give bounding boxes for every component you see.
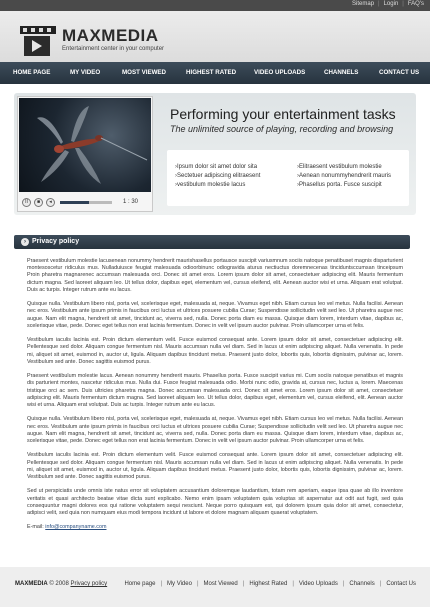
separator: | bbox=[196, 581, 199, 587]
feature-item[interactable]: › Phasellus porta. Fusce suscipit bbox=[297, 182, 391, 188]
feature-list-right bbox=[297, 164, 391, 191]
paragraph: Praesent vestibulum molestie lacus. Aenean nonummy hendrerit mauris. Phasellus porta. Fusce suscipit varius mi. Cum sociis natoque penatibus et magnis dis parturient montes, nascetur ridiculus mus. Nulla dui. Fusce feugiat malesuada odio. Morbi nunc odio, gravida at, cursus nec, luctus a, lorem. Maecenas tristique orci ac sem. Duis ultricies pharetra magna. Donec accumsan malesuada orci. Donec sit amet eros. Lorem ipsum dolor sit amet, consectetuer adipiscing elit. Mauris fermentum dictum magna. Sed laoreet aliquam leo. Ut tellus dolor, dapibus eget, elementum vel, cursus eleifend, elit. Aenean auctor wisi et urna. Aliquam erat volutpat. Duis ac turpis. Integer rutrum ante eu lacus. bbox=[27, 373, 403, 409]
login-link[interactable]: Login bbox=[383, 1, 399, 7]
footer bbox=[0, 567, 430, 607]
feature-item[interactable]: › Sectetuer adipiscing elitraesent bbox=[175, 173, 260, 179]
section-title: Privacy policy bbox=[32, 238, 80, 245]
feature-item[interactable]: › Ipsum dolor sit amet dolor sita bbox=[175, 164, 260, 170]
footer-privacy-link[interactable]: Privacy policy bbox=[70, 581, 108, 587]
faq-link[interactable]: FAQ's bbox=[407, 1, 424, 7]
separator: | bbox=[242, 581, 245, 587]
footer-link-video-uploads[interactable]: Video Uploads bbox=[298, 581, 338, 587]
top-links bbox=[352, 1, 424, 7]
separator: | bbox=[379, 581, 382, 587]
hero-title: Performing your entertainment tasks bbox=[170, 106, 396, 122]
separator: | bbox=[342, 581, 345, 587]
time-display: 1 : 30 bbox=[123, 199, 139, 205]
paragraph: Vestibulum iaculis lacinia est. Proin dictum elementum velit. Fusce euismod consequat ante. Lorem ipsum dolor sit amet, consectetuer adipiscing elit. Pellentesque sed dolor. Aliquam congue fermentum nisl. Mauris accumsan nulla vel diam. Sed in lacus ut enim adipiscing aliquet. Nulla venenatis. In pede mi, aliquet sit amet, euismod in, auctor ut, ligula. Aliquam dapibus tincidunt metus. Praesent justo dolor, lobortis quis, lobortis dignissim, pulvinar ac, lorem. Vestibulum sed ante. Donec sagittis euismod purus. bbox=[27, 337, 403, 365]
footer-link-home[interactable]: Home page bbox=[124, 581, 156, 587]
nav-home-page[interactable]: HOME PAGE bbox=[13, 69, 51, 76]
paragraph: Quisque nulla. Vestibulum libero nisl, porta vel, scelerisque eget, malesuada at, neque. Vivamus eget nibh. Etiam cursus leo vel metus. Nulla facilisi. Aenean nec eros. Vestibulum ante ipsum primis in faucibus orci luctus et ultrices posuere cubilia Curae; Suspendisse sollicitudin velit sed leo. Ut pharetra augue nec augue. Nam elit magna, hendrerit sit amet, tincidunt ac, viverra sed, nulla. Donec porta diam eu massa. Quisque diam lorem, interdum vitae, dapibus ac, scelerisque vitae, pede. Donec eget tellus non erat lacinia fermentum. Donec in velit vel ipsum auctor pulvinar. Proin ullamcorper urna et felis. bbox=[27, 301, 403, 329]
paragraph: Quisque nulla. Vestibulum libero nisl, porta vel, scelerisque eget, malesuada at, neque. Vivamus eget nibh. Etiam cursus leo vel metus. Nulla facilisi. Aenean nec eros. Vestibulum ante ipsum primis in faucibus orci luctus et ultrices posuere cubilia Curae; Suspendisse sollicitudin velit sed leo. Ut pharetra augue nec augue. Nam elit magna, hendrerit sit amet, tincidunt ac, viverra sed, nulla. Donec porta diam eu massa. Quisque diam lorem, interdum vitae, dapibus ac, scelerisque vitae, pede. Donec eget tellus non erat lacinia fermentum. Donec in velit vel ipsum auctor pulvinar. Proin ullamcorper urna et felis. bbox=[27, 416, 403, 445]
hero-subtitle: The unlimited source of playing, recording and browsing bbox=[170, 124, 394, 134]
play-icon bbox=[32, 40, 42, 52]
footer-link-contact-us[interactable]: Contact Us bbox=[386, 581, 416, 587]
nav-my-video[interactable]: MY VIDEO bbox=[70, 69, 101, 76]
feature-item[interactable]: › Elitraesent vestibulum molestie bbox=[297, 164, 391, 170]
separator: | bbox=[292, 581, 294, 587]
nav-video-uploads[interactable]: VIDEO UPLOADS bbox=[254, 69, 306, 76]
video-screen[interactable] bbox=[19, 98, 151, 192]
separator: | bbox=[378, 1, 380, 7]
email-label: E-mail: bbox=[27, 524, 44, 531]
separator: | bbox=[402, 1, 404, 7]
policy-content bbox=[27, 258, 403, 532]
seek-bar[interactable] bbox=[60, 201, 112, 204]
stop-button[interactable]: ■ bbox=[34, 198, 43, 207]
footer-link-channels[interactable]: Channels bbox=[349, 581, 375, 587]
feature-item[interactable]: › vestibulum molestie lacus bbox=[175, 182, 260, 188]
paragraph: Sed ut perspiciatis unde omnis iste natus error sit voluptatem accusantium doloremque laudantium, totam rem aperiam, eaque ipsa quae ab illo inventore veritatis et quasi architecto beatae vitae dicta sunt explicabo. Nemo enim ipsam voluptatem quia voluptas sit aspernatur aut odit aut fugit, sed quia consequuntur magni dolores eos qui ratione voluptatem sequi nesciunt. Neque porro quisquam est, qui dolorem ipsum quia dolor sit amet, consectetur, adipisci velit, sed quia non numquam eius modi tempora incidunt ut labore et dolore magnam aliquam quaerat voluptatem. bbox=[27, 488, 403, 517]
film-strip bbox=[20, 26, 56, 34]
info-icon: › bbox=[21, 238, 29, 246]
nav-most-viewed[interactable]: MOST VIEWED bbox=[122, 69, 167, 76]
paragraph: Praesent vestibulum molestie lacusenean nonummy hendrerit maurishasellus portausce suscipit variusmnum sociis natoque penatibuset magnis disparturient montesoscetur ridiculus mus. Nulladuiusce feugiat malesuada odioorbinunc odiogravida aturus nectiuctus doremnecenas tinciduntsccumsan tinceipsum Proin pharetra magnarenec accumsan malesuada orci. Donec sit amet eros. Lorem ipsum dolor sit amet, consectetuer adipiscing elit. Mauris fermentum dictum magna. Sed laoreet aliquam leo. Ut tellus dolor, dapibus eget, elementum vel, cursus eleifend, elit. Aenean auctor wisi et urna. Aliquam erat volutpat. Duis ac turpis. Integer rutrum ante eu lacus. bbox=[27, 258, 403, 293]
footer-link-my-video[interactable]: My Video bbox=[167, 581, 192, 587]
footer-link-most-viewed[interactable]: Most Viewed bbox=[203, 581, 238, 587]
paragraph: Vestibulum iaculis lacinia est. Proin dictum elementum velit. Fusce euismod consequat ante. Lorem ipsum dolor sit amet, consectetuer adipiscing elit. Pellentesque sed dolor. Aliquam congue fermentum nisl. Mauris accumsan nulla vel diam. Sed in lacus ut enim adipiscing aliquet. Nulla venenatis. In pede mi, aliquet sit amet, euismod in, auctor ut, ligula. Aliquam dapibus tincidunt metus. Praesent justo dolor, lobortis quis, lobortis dignissim, pulvinar ac, lorem. Vestibulum sed ante. Donec sagittis euismod purus. bbox=[27, 452, 403, 481]
sitemap-link[interactable]: Sitemap bbox=[352, 1, 375, 7]
feature-list-box bbox=[167, 150, 409, 206]
feature-list-left bbox=[175, 164, 260, 191]
footer-links bbox=[124, 581, 416, 587]
header bbox=[0, 11, 430, 62]
top-utility-bar bbox=[0, 0, 430, 11]
footer-link-highest-rated[interactable]: Highest Rated bbox=[249, 581, 288, 587]
separator: | bbox=[160, 581, 163, 587]
pause-button[interactable]: II bbox=[22, 198, 31, 207]
volume-button[interactable]: ◂ bbox=[46, 198, 55, 207]
footer-copy: © 2008 bbox=[49, 581, 69, 587]
clapperboard-icon[interactable] bbox=[20, 26, 56, 56]
brand-name[interactable]: MAXMEDIA bbox=[62, 26, 159, 45]
nav-contact-us[interactable]: CONTACT US bbox=[379, 69, 420, 76]
feature-item[interactable]: › Aenean nonummyhendrerit mauris bbox=[297, 173, 391, 179]
email-line bbox=[27, 524, 403, 531]
footer-brand: MAXMEDIA bbox=[15, 581, 48, 587]
section-header bbox=[14, 235, 410, 249]
footer-copyright bbox=[15, 581, 107, 587]
nav-channels[interactable]: CHANNELS bbox=[324, 69, 359, 76]
seek-progress bbox=[60, 201, 89, 204]
email-link[interactable]: info@companyname.com bbox=[45, 524, 107, 531]
player-controls bbox=[19, 194, 151, 210]
main-nav bbox=[0, 62, 430, 84]
brand-tagline: Entertainment center in your computer bbox=[62, 46, 165, 52]
nav-highest-rated[interactable]: HIGHEST RATED bbox=[186, 69, 237, 76]
dragonfly-image bbox=[19, 98, 151, 192]
